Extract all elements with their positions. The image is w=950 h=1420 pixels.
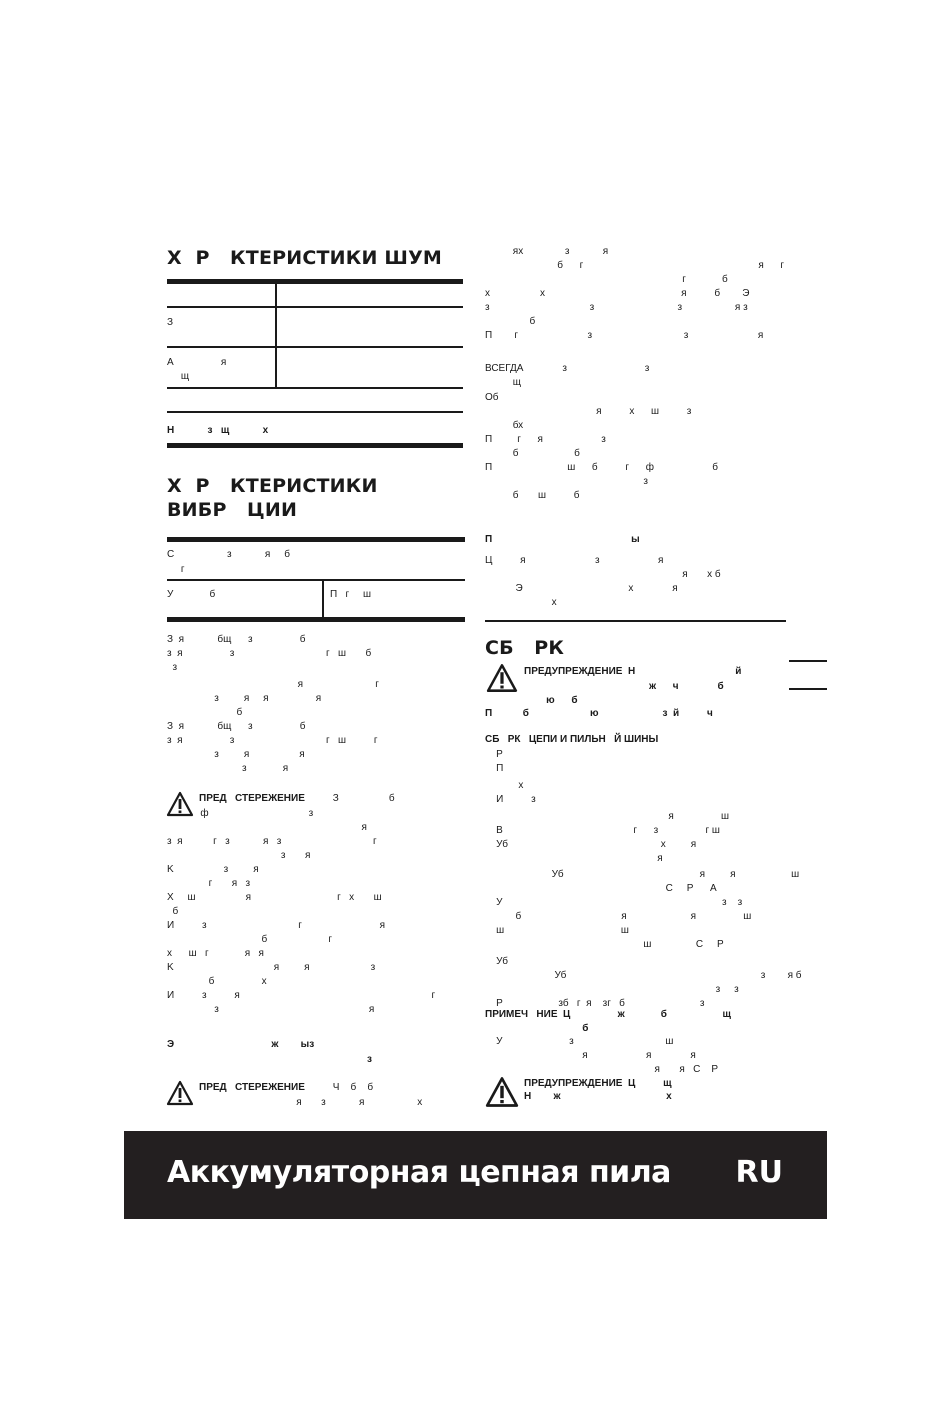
text-line: бх (485, 420, 524, 431)
vib-row-2-left: У б (167, 589, 216, 600)
text-line: я я С Р (485, 1064, 719, 1075)
text-line: И з г я (167, 920, 386, 931)
step-line: Уб (485, 956, 508, 967)
text-line: я (167, 822, 367, 833)
text-line: б г (167, 934, 332, 945)
table-rule (167, 346, 463, 348)
table-column-divider (322, 581, 324, 617)
step-line: з з (485, 984, 739, 995)
warning-label: ПРЕД СТЕРЕЖЕНИЕ (199, 1082, 305, 1093)
noise-row-1: З (167, 317, 174, 328)
text-line: я х б (485, 569, 721, 580)
assembly-heading: СБ РК (485, 637, 565, 659)
warning-text-line: ю б (485, 695, 578, 706)
noise-note: Н з щ х (167, 425, 269, 436)
text-line: з я я я (167, 693, 322, 704)
right-c-paragraph (485, 554, 721, 610)
chain-assembly-subheading: СБ РК ЦЕПИ И ПИЛЬН Й ШИНЫ (485, 734, 659, 745)
text-line: з з з я з (485, 302, 748, 313)
text-line: б г я г (485, 260, 785, 271)
text-line: з я (167, 763, 289, 774)
step-line: я ш (485, 811, 730, 822)
warning-text-line: Н ж х (524, 1091, 672, 1102)
vibration-paragraph (167, 633, 379, 776)
bold-line: П б ю з й ч (485, 708, 713, 719)
table-top-rule (167, 537, 465, 542)
warning-label: ПРЕДУПРЕЖДЕНИЕ Ц щ (524, 1078, 672, 1089)
noise-row-2a: А я (167, 357, 227, 368)
section-rule (485, 620, 786, 622)
text-line: я я я (485, 1050, 696, 1061)
step-line: И з (485, 794, 536, 805)
text-line: я х ш з (485, 406, 692, 417)
bold-subheading: П ы (485, 534, 640, 545)
step-line: Уб я я ш (485, 869, 800, 880)
table-rule (167, 306, 463, 308)
step-line: б я я ш (485, 911, 752, 922)
text-line: K я я з (167, 962, 376, 973)
text-line: З я бщ з б (167, 634, 306, 645)
vib-row-2-right: П г ш (330, 589, 372, 600)
warning-text-line: ж ч б (524, 681, 724, 692)
step-line: я (485, 853, 663, 864)
text-line: з (167, 662, 178, 673)
warning-body (167, 807, 435, 1017)
vib-row-1b: г (167, 564, 185, 575)
warning-icon (484, 663, 520, 693)
text-line: я г (167, 679, 379, 690)
text-line: б (485, 316, 536, 327)
text-line: П ш б г ф б (485, 462, 719, 473)
text-line: х (485, 597, 557, 608)
text-line: б х (167, 976, 267, 987)
right-mid-paragraph (485, 405, 718, 503)
text-line: з я (167, 1004, 375, 1015)
bold-note: Э ж ыз (167, 1039, 315, 1050)
text-line: х ш г я я (167, 948, 264, 959)
text-line: б (167, 707, 243, 718)
language-code: RU (735, 1155, 783, 1190)
warning-icon (166, 1080, 194, 1106)
warning-text-line: З б (330, 793, 395, 804)
table-bottom-rule (167, 617, 465, 622)
text-line: г я з (167, 878, 251, 889)
text-line: ф з (167, 808, 314, 819)
text-line: K з я (167, 864, 259, 875)
warning-label: ПРЕД СТЕРЕЖЕНИЕ (199, 793, 305, 804)
bold-note: з (167, 1054, 373, 1065)
text-line: з (485, 476, 648, 487)
text-line: У з ш (485, 1036, 674, 1047)
text-line: И з я г (167, 990, 436, 1001)
table-rule (167, 579, 465, 581)
vib-row-1a: С з я б (167, 549, 290, 560)
vibration-heading-1: Х Р КТЕРИСТИКИ (167, 475, 378, 497)
text-line: Э х я (485, 583, 678, 594)
assembly-steps (485, 748, 818, 1011)
step-line: х (485, 780, 524, 791)
noise-heading: Х Р КТЕРИСТИКИ ШУМ (167, 247, 443, 269)
text-line: з я (167, 850, 311, 861)
side-marker (789, 688, 827, 690)
footer-band (124, 1131, 827, 1219)
step-line: П (485, 763, 504, 774)
text-line: З я бщ з б (167, 721, 306, 732)
text-line: Ц я з я (485, 555, 664, 566)
text-line: П г з з я (485, 330, 764, 341)
table-rule (167, 411, 463, 413)
right-top-paragraph (485, 245, 784, 343)
note-line: б (485, 1023, 589, 1034)
step-line: В г з г ш (485, 825, 720, 836)
step-line: ш ш (485, 925, 629, 936)
text-line: П г я з (485, 434, 606, 445)
text-line: щ (485, 377, 522, 388)
step-line: Р (485, 749, 503, 760)
text-line: б б (485, 448, 580, 459)
always-line: ВСЕГДА з з (485, 363, 650, 374)
step-line: Уб з я б (485, 970, 802, 981)
text-line: з я з г ш г (167, 735, 378, 746)
step-line: Уб х я (485, 839, 697, 850)
text-line: б (167, 906, 179, 917)
text-line: Об (485, 392, 499, 403)
product-title: Аккумуляторная цепная пила (167, 1155, 671, 1190)
step-line: ш С Р (485, 939, 724, 950)
step-line: У з з (485, 897, 743, 908)
vibration-heading-2: ВИБР ЦИИ (167, 499, 298, 521)
text-line: х х я б Э (485, 288, 750, 299)
table-column-divider (275, 284, 277, 387)
noise-row-2b: щ (167, 371, 190, 382)
text-line: б ш б (485, 490, 580, 501)
text-line: з я з г ш б (167, 648, 372, 659)
table-rule (167, 387, 463, 389)
table-top-rule (167, 279, 463, 284)
side-marker (789, 660, 827, 662)
text-line: Х ш я г х ш (167, 892, 382, 903)
text-line: з я г з я з г (167, 836, 377, 847)
warning-text-line: Ч б б (330, 1082, 374, 1093)
note-body (485, 1035, 718, 1077)
text-line: ях з я (485, 246, 609, 257)
step-line: С Р А (485, 883, 717, 894)
warning-label: ПРЕДУПРЕЖДЕНИЕ Н й (524, 666, 742, 677)
text-line: з я я (167, 749, 305, 760)
table-bottom-rule (167, 443, 463, 448)
warning-icon (484, 1076, 520, 1108)
warning-text-line: я з я х (199, 1097, 423, 1108)
note-label: ПРИМЕЧ НИЕ Ц ж б щ (485, 1009, 731, 1020)
text-line: г б (485, 274, 728, 285)
step-line: Р зб г я зг б з (485, 998, 705, 1009)
